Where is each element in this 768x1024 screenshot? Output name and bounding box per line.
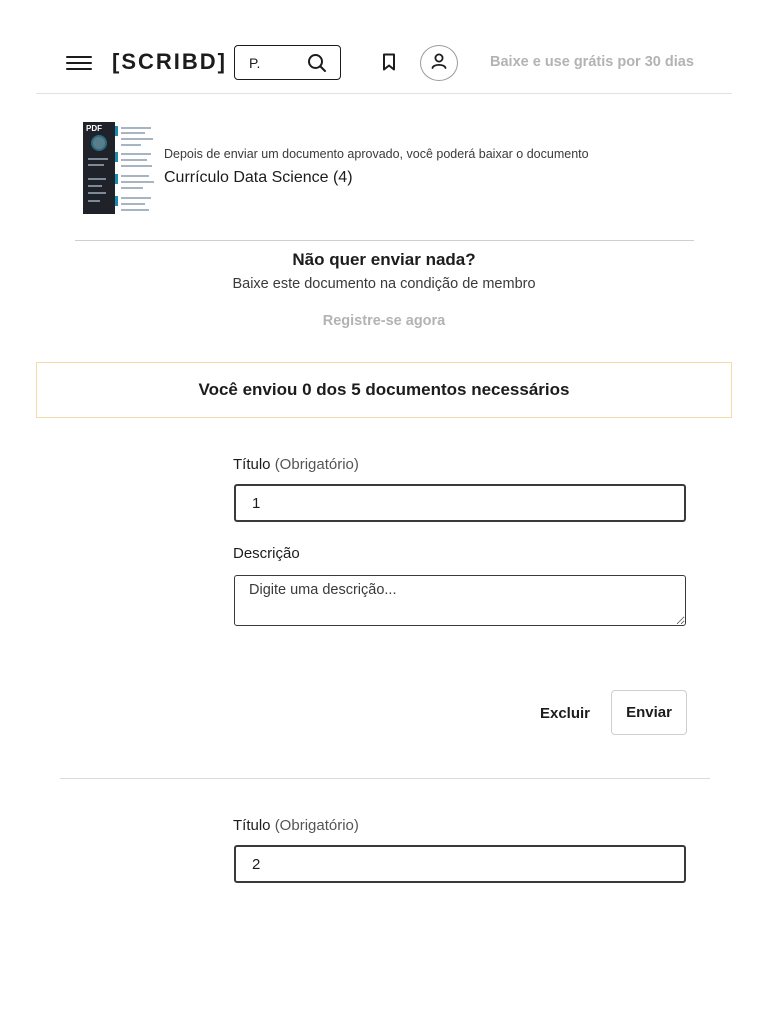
upload-progress-banner <box>36 362 732 418</box>
thumbnail-accent <box>115 174 118 184</box>
pdf-badge: PDF <box>86 124 102 133</box>
required-label: (Obrigatório) <box>274 817 359 834</box>
search-box[interactable] <box>234 45 341 80</box>
thumbnail-text-line <box>88 185 102 187</box>
description-input[interactable] <box>234 575 686 626</box>
thumbnail-text-line <box>121 153 151 155</box>
menu-icon-bar <box>66 62 92 65</box>
thumbnail-text-line <box>88 200 100 202</box>
thumbnail-text-line <box>88 178 106 180</box>
thumbnail-text-line <box>121 144 141 146</box>
account-button[interactable] <box>420 45 458 81</box>
document-title[interactable]: Currículo Data Science (4) <box>164 169 353 186</box>
search-input[interactable] <box>249 55 299 71</box>
thumbnail-text-line <box>121 187 143 189</box>
search-icon[interactable] <box>306 52 328 74</box>
document-thumbnail <box>83 122 157 214</box>
thumbnail-text-line <box>88 158 108 160</box>
submit-button[interactable]: Enviar <box>611 690 687 735</box>
thumbnail-accent <box>115 152 118 162</box>
thumbnail-accent <box>115 196 118 206</box>
thumbnail-text-line <box>121 165 152 167</box>
thumbnail-text-line <box>121 159 147 161</box>
thumbnail-text-line <box>121 197 151 199</box>
free-trial-link[interactable]: Baixe e use grátis por 30 dias <box>490 54 694 70</box>
menu-button[interactable] <box>66 52 92 76</box>
membership-subtitle: Baixe este documento na condição de membro <box>232 276 536 292</box>
section-divider <box>60 778 710 779</box>
title-label <box>233 456 359 473</box>
thumbnail-text-line <box>121 175 149 177</box>
thumbnail-text-line <box>121 209 149 211</box>
title-input[interactable] <box>234 845 686 883</box>
membership-question: Não quer enviar nada? <box>292 250 476 269</box>
thumbnail-text-line <box>88 192 106 194</box>
card-divider <box>75 240 694 241</box>
bookmark-icon <box>382 53 396 76</box>
bookmark-button[interactable] <box>378 52 400 76</box>
scribd-logo[interactable]: [SCRIBD] <box>112 49 227 74</box>
register-link[interactable]: Registre-se agora <box>322 313 446 329</box>
user-icon <box>430 52 448 75</box>
title-input[interactable] <box>234 484 686 522</box>
title-label <box>233 817 359 834</box>
menu-icon-bar <box>66 68 92 71</box>
thumbnail-photo <box>91 135 107 151</box>
description-label: Descrição <box>233 545 300 562</box>
thumbnail-text-line <box>121 181 154 183</box>
thumbnail-text-line <box>121 138 153 140</box>
menu-icon-bar <box>66 56 92 59</box>
header-divider <box>36 93 732 94</box>
download-note: Depois de enviar um documento aprovado, você poderá baixar o documento <box>164 147 589 161</box>
required-label: (Obrigatório) <box>274 456 359 473</box>
upload-progress-text: Você enviou 0 dos 5 documentos necessários <box>198 380 570 399</box>
thumbnail-text-line <box>121 203 145 205</box>
thumbnail-text-line <box>121 127 151 129</box>
thumbnail-accent <box>115 126 118 136</box>
thumbnail-text-line <box>88 164 104 166</box>
thumbnail-text-line <box>121 132 145 134</box>
title-label-text: Título <box>233 817 271 834</box>
delete-button[interactable]: Excluir <box>528 691 602 735</box>
title-label-text: Título <box>233 456 271 473</box>
